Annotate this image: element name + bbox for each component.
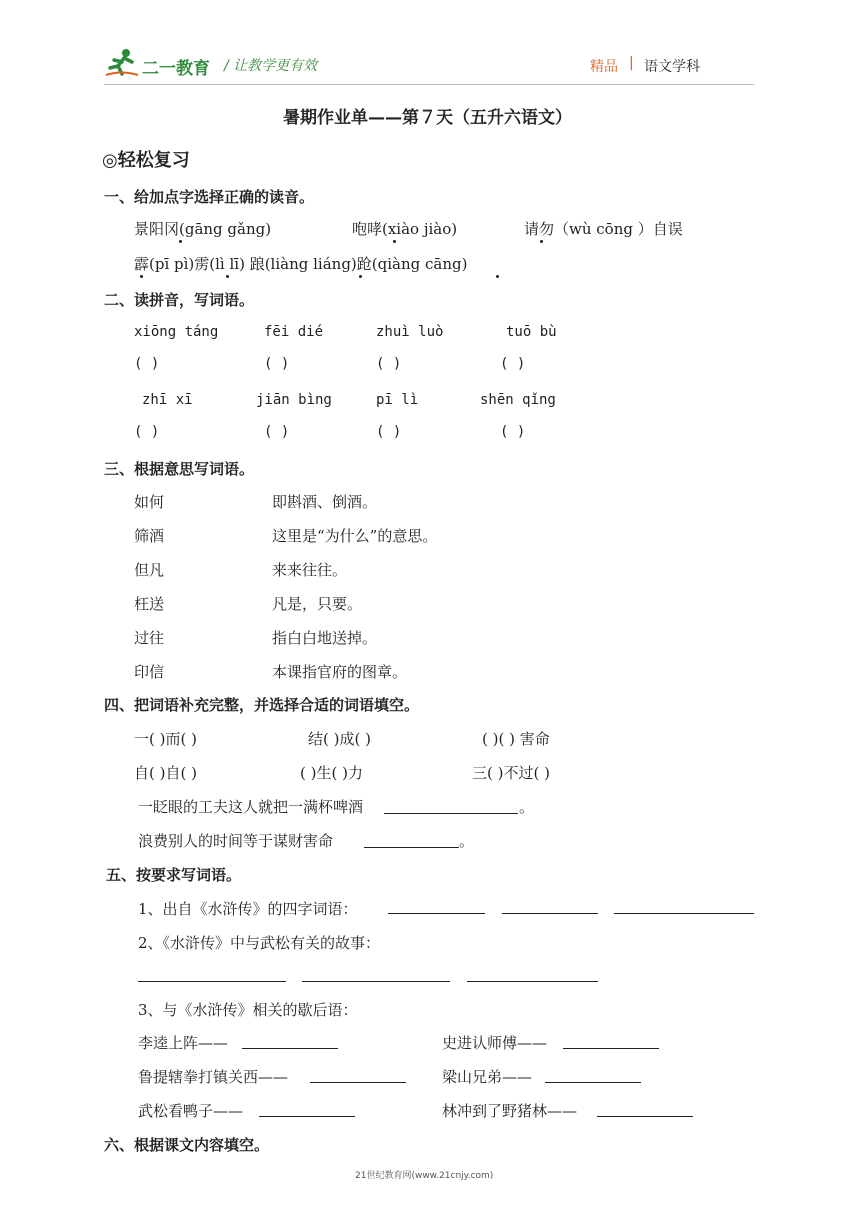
answer-blank[interactable]: ( )	[500, 424, 526, 440]
question-3: 3、与《水浒传》相关的歇后语：	[138, 1001, 358, 1019]
pinyin: xiōng táng	[134, 324, 219, 340]
meaning[interactable]: 这里是“为什么”的意思。	[272, 527, 438, 545]
word[interactable]: 过往	[134, 629, 165, 647]
pinyin: zhuì luò	[376, 324, 444, 340]
emphasis-dot	[226, 275, 229, 278]
logo-text: 二一教育	[142, 59, 210, 79]
xiehouyu-left: 武松看鸭子——	[138, 1102, 244, 1120]
answer-line[interactable]	[364, 847, 459, 848]
emphasis-dot	[393, 240, 396, 243]
review-heading: ◎轻松复习	[102, 150, 190, 171]
header-separator: |	[629, 55, 634, 71]
section-4-heading: 四、把词语补充完整，并选择合适的词语填空。	[104, 696, 420, 714]
meaning[interactable]: 凡是，只要。	[272, 595, 363, 613]
answer-blank[interactable]: ( )	[134, 424, 160, 440]
subject-label: 语文学科	[644, 59, 700, 75]
pinyin: fēi dié	[264, 324, 324, 340]
idiom-fill[interactable]: ( )生( )力	[300, 764, 363, 782]
s1-row-2: 霹(pī pì)雳(lì lī) 踉(liàng liáng)跄(qiàng cāng)	[134, 255, 468, 273]
answer-blank[interactable]: ( )	[264, 424, 290, 440]
emphasis-dot	[179, 240, 182, 243]
emphasis-dot	[496, 275, 499, 278]
section-2-heading: 二、读拼音，写词语。	[104, 291, 255, 309]
meaning[interactable]: 指白白地送掉。	[272, 629, 378, 647]
fill-sentence-2: 浪费别人的时间等于谋财害命	[138, 832, 334, 850]
answer-line[interactable]	[502, 913, 598, 914]
quality-badge: 精品	[590, 59, 618, 75]
word[interactable]: 但凡	[134, 561, 165, 579]
xiehouyu-left: 李逵上阵——	[138, 1034, 229, 1052]
answer-line[interactable]	[388, 913, 485, 914]
fill-sentence-1: 一眨眼的工夫这人就把一满杯啤酒	[138, 798, 364, 816]
section-3-heading: 三、根据意思写词语。	[104, 460, 255, 478]
answer-line[interactable]	[384, 813, 518, 814]
idiom-fill[interactable]: 结( )成( )	[308, 730, 371, 748]
answer-blank[interactable]: ( )	[376, 424, 402, 440]
page-title: 暑期作业单——第７天（五升六语文）	[283, 108, 572, 128]
pinyin: tuō bù	[506, 324, 557, 340]
sentence-period: 。	[459, 832, 475, 850]
section-5-heading: 五、按要求写词语。	[106, 866, 242, 884]
pinyin: pī lì	[376, 392, 419, 408]
answer-blank[interactable]: ( )	[500, 356, 526, 372]
xiehouyu-right: 林冲到了野猪林——	[442, 1102, 578, 1120]
word[interactable]: 如何	[134, 493, 165, 511]
meaning[interactable]: 来来往往。	[272, 561, 348, 579]
answer-line[interactable]	[242, 1048, 338, 1049]
emphasis-dot	[140, 275, 143, 278]
footer-text: 21世纪教育网(www.21cnjy.com)	[355, 1171, 494, 1181]
slogan: / 让教学更有效	[224, 58, 318, 74]
pinyin: shēn qǐng	[480, 392, 556, 408]
xiehouyu-right: 梁山兄弟——	[442, 1068, 533, 1086]
answer-line[interactable]	[597, 1116, 693, 1117]
answer-line[interactable]	[614, 913, 754, 914]
emphasis-dot	[540, 240, 543, 243]
word[interactable]: 枉送	[134, 595, 165, 613]
xiehouyu-left: 鲁提辖拳打镇关西——	[138, 1068, 289, 1086]
idiom-fill[interactable]: 自( )自( )	[134, 764, 197, 782]
question-1: 1、出自《水浒传》的四字词语：	[138, 900, 358, 918]
answer-line[interactable]	[259, 1116, 355, 1117]
answer-blank[interactable]: ( )	[134, 356, 160, 372]
s1-item-1: 景阳冈(gāng gǎng)	[134, 220, 272, 238]
answer-line[interactable]	[138, 981, 286, 982]
question-2: 2、《水浒传》中与武松有关的故事：	[138, 934, 381, 952]
meaning[interactable]: 即斟酒、倒酒。	[272, 493, 378, 511]
meaning[interactable]: 本课指官府的图章。	[272, 663, 408, 681]
pinyin: zhī xī	[142, 392, 193, 408]
idiom-fill[interactable]: 三( )不过( )	[472, 764, 550, 782]
idiom-fill[interactable]: 一( )而( )	[134, 730, 197, 748]
answer-line[interactable]	[302, 981, 450, 982]
xiehouyu-right: 史进认师傅——	[442, 1034, 548, 1052]
runner-logo-icon	[104, 48, 140, 78]
answer-line[interactable]	[467, 981, 598, 982]
pinyin: jiān bìng	[256, 392, 332, 408]
section-6-heading: 六、根据课文内容填空。	[104, 1136, 270, 1154]
answer-line[interactable]	[545, 1082, 641, 1083]
section-1-heading: 一、给加点字选择正确的读音。	[104, 188, 315, 206]
answer-line[interactable]	[563, 1048, 659, 1049]
s1-item-2: 咆哮(xiào jiào)	[352, 220, 458, 238]
idiom-fill[interactable]: ( )( ) 害命	[482, 730, 550, 748]
s1-item-3: 请勿（wù cōng ）自误	[524, 220, 683, 238]
answer-line[interactable]	[310, 1082, 406, 1083]
sentence-period: 。	[519, 798, 535, 816]
answer-blank[interactable]: ( )	[376, 356, 402, 372]
emphasis-dot	[359, 275, 362, 278]
word[interactable]: 印信	[134, 663, 165, 681]
header-divider	[104, 84, 754, 85]
word[interactable]: 筛酒	[134, 527, 165, 545]
answer-blank[interactable]: ( )	[264, 356, 290, 372]
